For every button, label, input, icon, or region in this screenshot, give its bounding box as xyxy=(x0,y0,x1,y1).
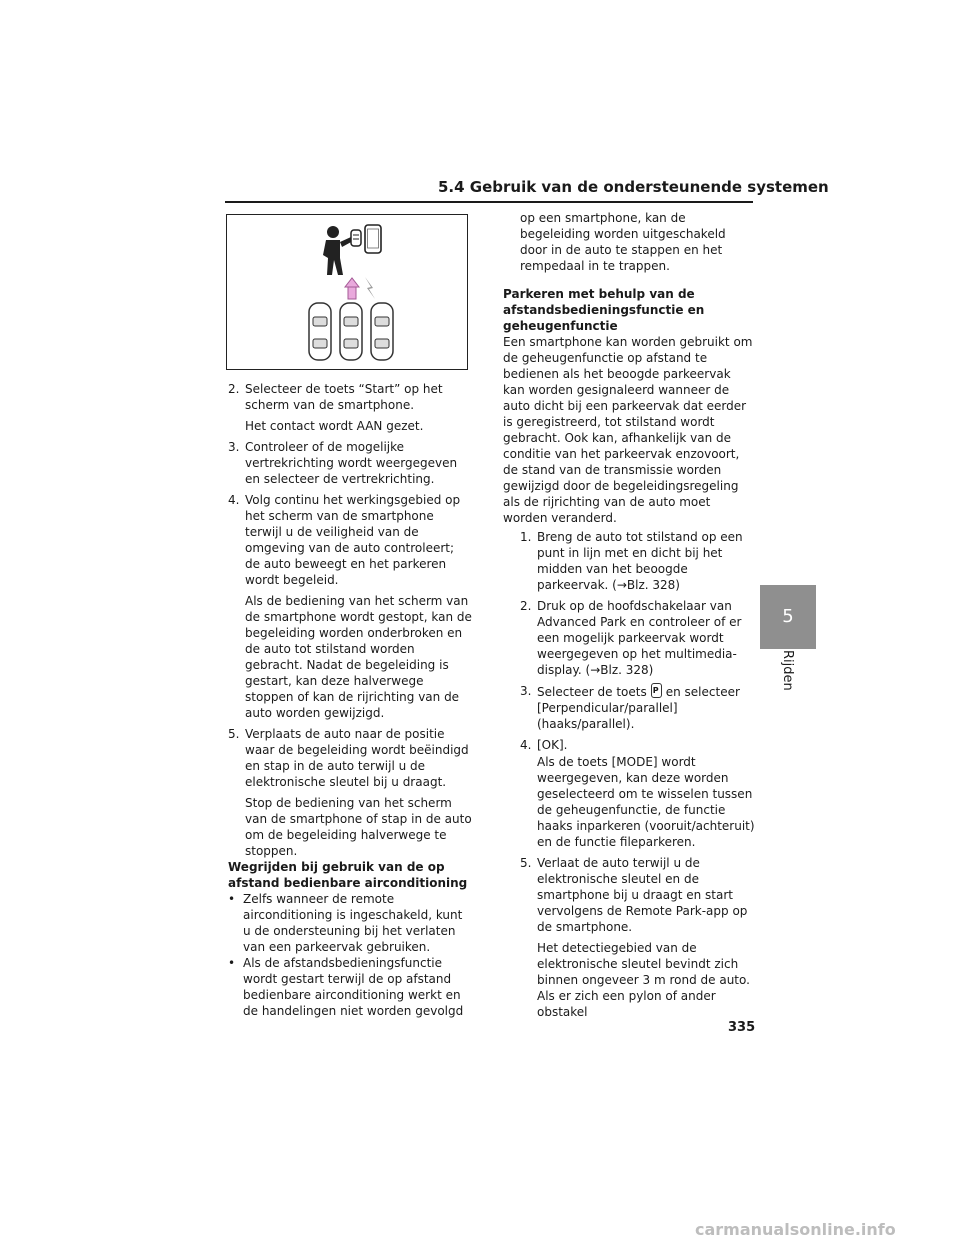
chapter-tab: 5 xyxy=(760,585,816,649)
header-rule xyxy=(225,201,753,203)
car-right xyxy=(371,303,393,360)
remote-park-illustration xyxy=(226,214,468,370)
person-figure xyxy=(323,226,353,275)
step-5-note: Stop de bediening van het scherm van de smartphone of stap in de auto om de begeleiding halverwege te stoppen. xyxy=(245,796,472,858)
chapter-label: Rijden xyxy=(780,650,795,691)
watermark: carmanualsonline.info xyxy=(695,1220,896,1239)
car-left xyxy=(309,303,331,360)
signal-icon xyxy=(365,277,375,299)
step-2: 2. Druk op de hoofdschakelaar van Advanced Park en controleer of er een mogelijk parkeervak wordt weergegeven op het multimedia-display. (→Blz. 328) xyxy=(520,599,742,677)
continuation-text: op een smartphone, kan de begeleiding worden uitgeschakeld door in de auto te stappen en het rempedaal in te trappen. xyxy=(520,211,726,273)
right-column xyxy=(503,210,755,1020)
smartphone-icon xyxy=(365,225,381,253)
left-column xyxy=(228,381,472,1019)
step-5-note: Het detectiegebied van de elektronische sleutel bevindt zich binnen ongeveer 3 m rond de auto. Als er zich een pylon of ander obstakel xyxy=(537,941,750,1019)
step-4: 4. [OK]. xyxy=(520,738,568,752)
intro-paragraph: Een smartphone kan worden gebruikt om de geheugenfunctie op afstand te bedienen als het beoogde parkeervak kan worden gesignaleerd wanneer de auto dicht bij een parkeervak dat eerder is geregistreerd, tot stilstand wordt gebracht. Ook kan, afhankelijk van de conditie van het parkeervak enzovoort, de stand van de transmissie worden gewijzigd door de begeleidingsregeling als de rijrichting van de auto moet worden veranderd. xyxy=(503,335,753,525)
page-number: 335 xyxy=(728,1020,756,1035)
step-4-note: Als de toets [MODE] wordt weergegeven, kan deze worden geselecteerd om te wisselen tussen de geheugenfunctie, de functie haaks inparkeren (vooruit/achteruit) en de functie fileparkeren. xyxy=(537,755,755,849)
bullet-item: • Als de afstandsbedieningsfunctie wordt gestart terwijl de op afstand bedienbare airconditioning werkt en de handelingen niet worden gevolgd xyxy=(228,956,464,1018)
step-3: 3. Controleer of de mogelijke vertrekrichting wordt weergegeven en selecteer de vertrekrichting. xyxy=(228,440,458,486)
step-2-note: Het contact wordt AAN gezet. xyxy=(245,419,424,433)
step-5: 5. Verlaat de auto terwijl u de elektronische sleutel en de smartphone bij u draagt en start vervolgens de Remote Park-app op de smartphone. xyxy=(520,856,748,934)
step-2: 2. Selecteer de toets “Start” op het scherm van de smartphone. xyxy=(228,382,443,412)
section-heading-airco: Wegrijden bij gebruik van de op afstand bedienbare airconditioning xyxy=(228,860,468,890)
illustration-svg xyxy=(227,215,467,369)
section-heading-memory: Parkeren met behulp van de afstandsbedieningsfunctie en geheugenfunctie xyxy=(503,287,705,333)
section-header: 5.4 Gebruik van de ondersteunende systemen xyxy=(438,178,829,196)
step-4: 4. Volg continu het werkingsgebied op het scherm van de smartphone terwijl u de veiligheid van de omgeving van de auto controleert; de auto beweegt en het parkeren wordt begeleid. xyxy=(228,493,461,587)
bullet-item: • Zelfs wanneer de remote airconditioning is ingeschakeld, kunt u de ondersteuning bij het verlaten van een parkeervak gebruiken. xyxy=(228,892,463,954)
step-3: 3. Selecteer de toetsP en selecteer [Perpendicular/parallel] (haaks/parallel). xyxy=(520,683,755,732)
key-icon xyxy=(351,230,361,246)
parking-p-icon xyxy=(651,683,662,698)
step-1: 1. Breng de auto tot stilstand op een punt in lijn met en dicht bij het midden van het beoogde parkeervak. (→Blz. 328) xyxy=(520,530,743,592)
car-middle xyxy=(340,303,362,360)
step-4-note: Als de bediening van het scherm van de smartphone wordt gestopt, kan de begeleiding worden onderbroken en de auto tot stilstand worden gebracht. Nadat de begeleiding is gestart, kan deze halverwege stoppen of kan de rijrichting van de auto worden gewijzigd. xyxy=(245,594,472,720)
memory-steps xyxy=(503,529,755,1020)
step-5: 5. Verplaats de auto naar de positie waar de begeleiding wordt beëindigd en stap in de auto terwijl u de elektronische sleutel bij u draagt. xyxy=(228,727,469,789)
